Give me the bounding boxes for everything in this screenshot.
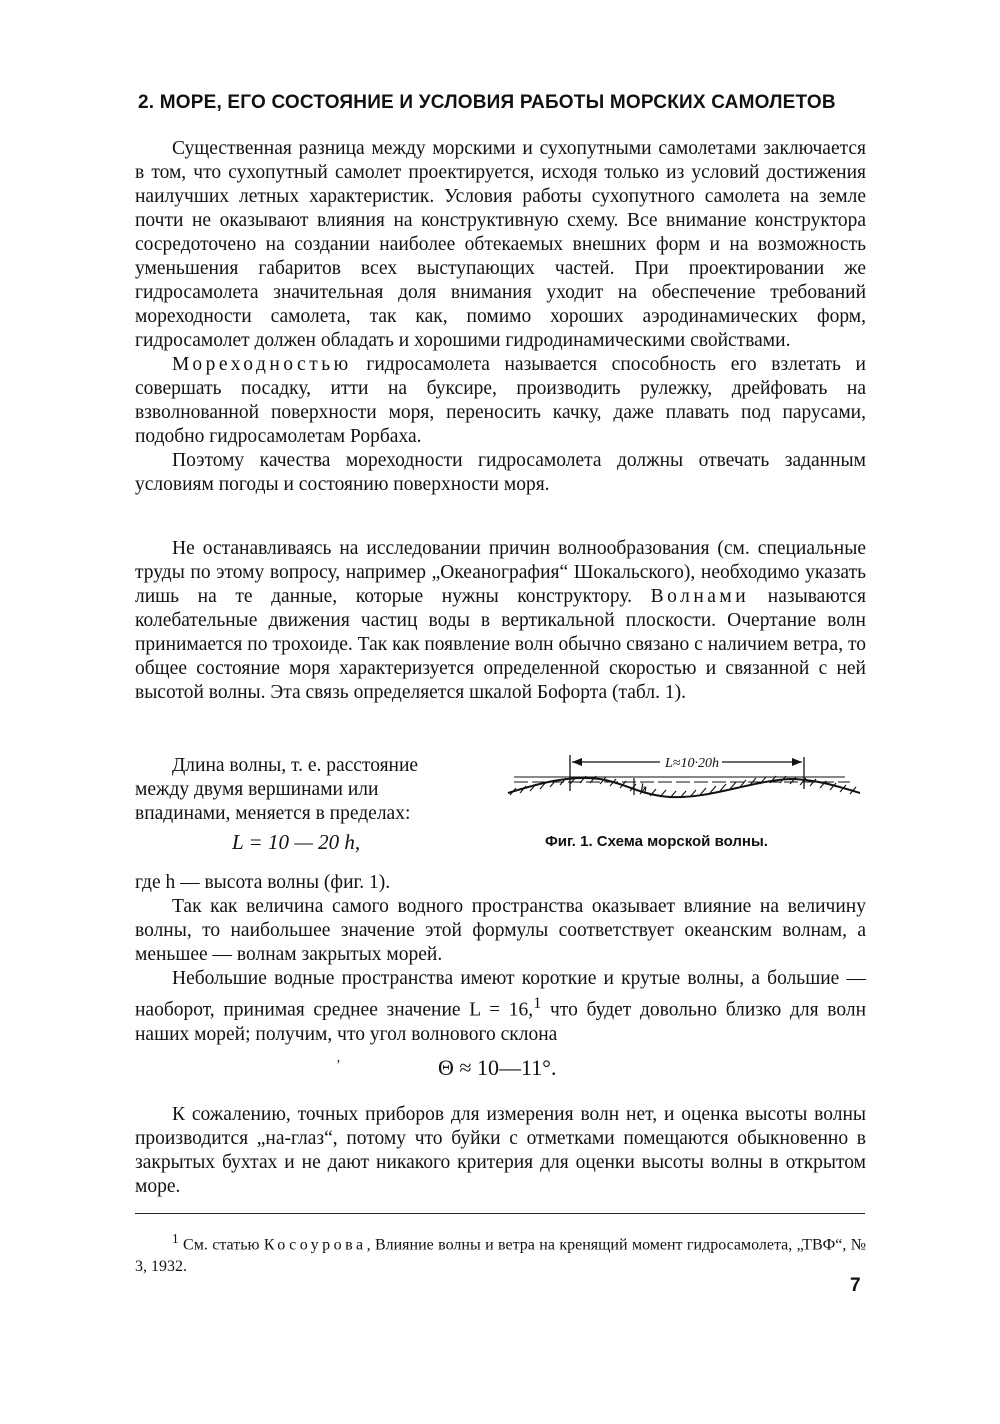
seaworthiness-definition: гидросамолета называется способность его взлетать и совершать посадку, итти на буксире, производить рулежку, дрейфовать на взволнованной поверхности моря, переносить качку, даже плавать под парусами, подобно гидросамолетам Рорбаха. bbox=[135, 354, 866, 447]
section-heading: 2. МОРЕ, ЕГО СОСТОЯНИЕ И УСЛОВИЯ РАБОТЫ МОРСКИХ САМОЛЕТОВ bbox=[138, 92, 836, 113]
footnote bbox=[135, 1228, 866, 1278]
page-number: 7 bbox=[850, 1275, 861, 1296]
footnote-reference: 1 bbox=[533, 994, 542, 1012]
formula-wave-length bbox=[232, 830, 360, 855]
footnote-source: , Влияние волны и ветра на кренящий момент гидросамолета, „ТВФ“, № 3, 1932. bbox=[135, 1236, 867, 1276]
formula-slope-angle: Θ ≈ 10—11°. bbox=[438, 1055, 557, 1080]
paragraph-requirements: Поэтому качества мореходности гидросамолета должны отвечать заданным условиям погоды и состоянию поверхности моря. bbox=[135, 450, 866, 495]
length-label: L≈10·20h bbox=[665, 756, 719, 771]
wave-length-text bbox=[135, 754, 475, 826]
paragraph-space-influence: Так как величина самого водного пространства оказывает влияние на величину волны, то наибольшее значение этой формулы соответствует океанским волнам, а меньшее — волнам закрытых морей. bbox=[135, 896, 866, 965]
body-text-end bbox=[135, 1103, 866, 1199]
paragraph-seaworthiness bbox=[135, 353, 866, 449]
paragraph-measurement: К сожалению, точных приборов для измерения волн нет, и оценка высоты волны производится „на-глаз“, потому что буйки с отметками помещаются обыкновенно в закрытых бухтах и не дают никакого критерия для оценки высоты волны в открытом море. bbox=[135, 1104, 866, 1197]
paragraph-wave-length: Длина волны, т. е. расстояние между двумя вершинами или впадинами, меняется в пределах: bbox=[135, 755, 419, 824]
body-text-top bbox=[135, 137, 866, 497]
wave-profile bbox=[508, 778, 860, 797]
term-seaworthiness: Мореходностью bbox=[172, 354, 352, 375]
footnote-author: Косоурова bbox=[263, 1236, 367, 1254]
formula-wave-length-text: L = 10 — 20 h, bbox=[232, 830, 361, 854]
body-text-bottom bbox=[135, 895, 866, 1047]
paragraph-slope bbox=[135, 967, 866, 1047]
stray-mark: ʼ bbox=[336, 1058, 341, 1073]
slope-rest: что будет довольно близко для волн наших морей; получим, что угол волнового склона bbox=[135, 999, 867, 1045]
footnote-divider bbox=[135, 1213, 865, 1214]
paragraph-difference: Существенная разница между морскими и сухопутными самолетами заключается в том, что сухопутный самолет проектируется, исходя только из условий достижения наилучших летных характеристик. Условия работы сухопутного самолета на земле почти не оказывают влияния на конструктивную схему. Все внимание конструктора сосредоточено на создании наиболее обтекаемых внешних форм и на возможность уменьшения габаритов всех выступающих частей. При проектировании же гидросамолета значительная доля внимания уходит на обеспечение требований мореходности самолета, так как, помимо хороших аэродинамических форм, гидросамолет должен обладать и хорошими гидродинамическими свойствами. bbox=[135, 138, 866, 351]
figure-caption: Фиг. 1. Схема морской волны. bbox=[545, 833, 768, 850]
where-line bbox=[135, 871, 866, 895]
term-waves: Волнами bbox=[650, 586, 750, 607]
length-arrowhead-left bbox=[572, 758, 582, 766]
height-label: h bbox=[640, 782, 647, 797]
paragraph-where: где h — высота волны (фиг. 1). bbox=[135, 872, 391, 893]
slope-intro: Небольшие водные пространства имеют короткие и крутые волны, а большие — наоборот, принимая среднее значение L = 16, bbox=[135, 968, 866, 1021]
paragraph-waves bbox=[135, 537, 866, 705]
wave-diagram bbox=[500, 747, 870, 827]
footnote-mark: 1 bbox=[172, 1231, 179, 1246]
body-text-waves bbox=[135, 537, 866, 705]
footnote-intro: См. статью bbox=[178, 1236, 264, 1254]
footnote-text bbox=[135, 1228, 866, 1278]
length-arrowhead-right bbox=[792, 758, 802, 766]
waves-intro: Не останавливаясь на исследовании причин волнообразования (см. специальные труды по этому вопросу, например „Океанография“ Шокальского), необходимо указать лишь на те данные, которые нужны конструктору. bbox=[135, 538, 866, 607]
waves-definition: называются колебательные движения частиц воды в вертикальной плоскости. Очертание волн принимается по трохоиде. Так как появление волн обычно связано с наличием ветра, то общее состояние моря характеризуется определенной скоростью и связанной с ней высотой волны. Эта связь определяется шкалой Бофорта (табл. 1). bbox=[135, 586, 866, 703]
